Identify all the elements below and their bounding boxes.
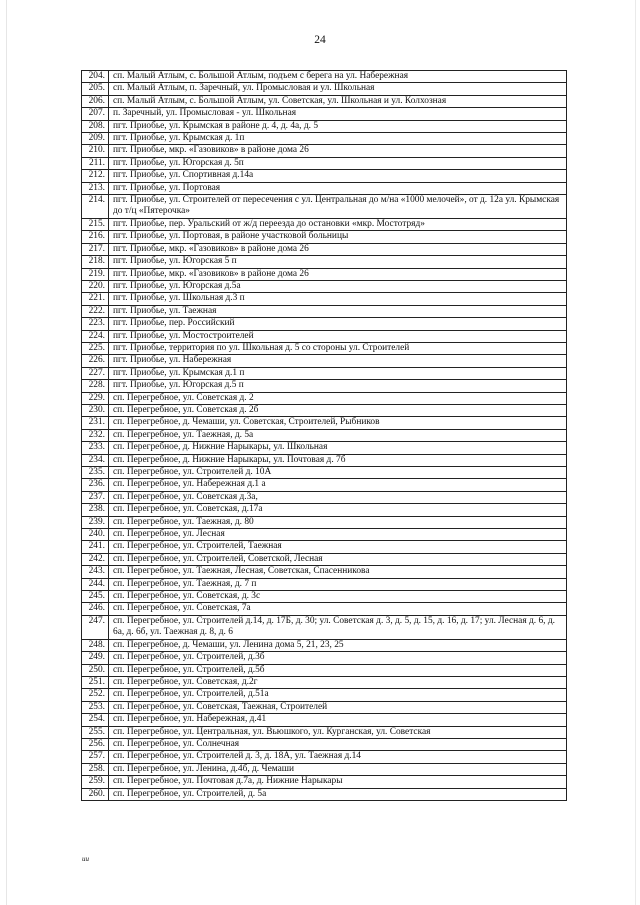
row-number: 253. xyxy=(82,701,109,713)
row-number: 233. xyxy=(82,442,109,454)
row-number: 239. xyxy=(82,516,109,528)
table-row xyxy=(82,293,567,305)
table-row xyxy=(82,652,567,664)
row-number: 210. xyxy=(82,145,109,157)
row-number: 206. xyxy=(82,95,109,107)
table-row xyxy=(82,195,567,219)
row-number: 232. xyxy=(82,429,109,441)
row-number: 221. xyxy=(82,293,109,305)
row-number: 211. xyxy=(82,157,109,169)
table-row xyxy=(82,479,567,491)
table-row xyxy=(82,689,567,701)
table-row xyxy=(82,256,567,268)
table-row xyxy=(82,280,567,292)
table-row xyxy=(82,491,567,503)
row-number: 229. xyxy=(82,392,109,404)
row-address: сп. Перегребное, ул. Советская, д. 3с xyxy=(109,591,567,603)
table-row xyxy=(82,182,567,194)
table-row xyxy=(82,578,567,590)
row-number: 208. xyxy=(82,120,109,132)
row-address: сп. Перегребное, ул. Набережная д.1 а xyxy=(109,479,567,491)
table-row xyxy=(82,318,567,330)
row-number: 220. xyxy=(82,280,109,292)
row-address: пгт. Приобье, ул. Портовая, в районе участковой больницы xyxy=(109,231,567,243)
row-address: пгт. Приобье, ул. Крымская в районе д. 4, д. 4а, д. 5 xyxy=(109,120,567,132)
row-address: сп. Перегребное, д. Нижние Нарыкары, ул. Почтовая д. 7б xyxy=(109,454,567,466)
row-number: 249. xyxy=(82,652,109,664)
row-address: пгт. Приобье, ул. Югорская д.5а xyxy=(109,280,567,292)
row-number: 215. xyxy=(82,218,109,230)
row-address: пгт. Приобье, пер. Уральский от ж/д переезда до остановки «мкр. Мостотряд» xyxy=(109,218,567,230)
row-number: 226. xyxy=(82,355,109,367)
row-number: 240. xyxy=(82,529,109,541)
row-number: 259. xyxy=(82,776,109,788)
row-number: 252. xyxy=(82,689,109,701)
row-address: сп. Малый Атлым, с. Большой Атлым, подъем с берега на ул. Набережная xyxy=(109,71,567,83)
row-address: сп. Перегребное, ул. Строителей, д.51а xyxy=(109,689,567,701)
table-row xyxy=(82,120,567,132)
row-address: сп. Перегребное, ул. Таежная, Лесная, Советская, Спасенникова xyxy=(109,566,567,578)
table-row xyxy=(82,218,567,230)
table-row xyxy=(82,763,567,775)
row-number: 217. xyxy=(82,243,109,255)
row-number: 219. xyxy=(82,268,109,280)
table-row xyxy=(82,108,567,120)
row-number: 214. xyxy=(82,195,109,219)
row-address: сп. Перегребное, ул. Таежная, д. 80 xyxy=(109,516,567,528)
row-address: сп. Перегребное, ул. Советская д.3а, xyxy=(109,491,567,503)
row-number: 248. xyxy=(82,639,109,651)
row-number: 224. xyxy=(82,330,109,342)
table-row xyxy=(82,342,567,354)
table-row xyxy=(82,553,567,565)
table-row xyxy=(82,714,567,726)
row-address: сп. Перегребное, ул. Центральная, ул. Вьюшкого, ул. Курганская, ул. Советская xyxy=(109,726,567,738)
row-address: сп. Перегребное, ул. Таежная, д. 7 п xyxy=(109,578,567,590)
row-number: 251. xyxy=(82,676,109,688)
row-address: сп. Перегребное, ул. Лесная xyxy=(109,529,567,541)
table-row xyxy=(82,639,567,651)
row-number: 255. xyxy=(82,726,109,738)
row-address: пгт. Приобье, ул. Мостостроителей xyxy=(109,330,567,342)
table-row xyxy=(82,664,567,676)
table-row xyxy=(82,157,567,169)
table-row xyxy=(82,529,567,541)
row-number: 236. xyxy=(82,479,109,491)
row-number: 244. xyxy=(82,578,109,590)
row-address: пгт. Приобье, ул. Югорская 5 п xyxy=(109,256,567,268)
row-number: 212. xyxy=(82,170,109,182)
row-address: сп. Перегребное, ул. Советская, 7а xyxy=(109,603,567,615)
row-address: сп. Перегребное, ул. Почтовая д.7а, д. Нижние Нарыкары xyxy=(109,776,567,788)
table-row xyxy=(82,676,567,688)
row-number: 257. xyxy=(82,751,109,763)
row-address: пгт. Приобье, мкр. «Газовиков» в районе дома 26 xyxy=(109,243,567,255)
row-number: 231. xyxy=(82,417,109,429)
row-address: пгт. Приобье, ул. Строителей от пересечения с ул. Центральная до м/на «1000 мелочей», от д. 12а ул. Крымская до т/ц «Пятерочка» xyxy=(109,195,567,219)
row-address: сп. Перегребное, ул. Строителей д. 3, д. 18А, ул. Таежная д.14 xyxy=(109,751,567,763)
row-address: сп. Перегребное, д. Чемаши, ул. Советская, Строителей, Рыбников xyxy=(109,417,567,429)
scan-edge-right xyxy=(635,0,636,905)
table-row xyxy=(82,776,567,788)
table-row xyxy=(82,442,567,454)
row-address: сп. Малый Атлым, с. Большой Атлым, ул. Советская, ул. Школьная и ул. Колхозная xyxy=(109,95,567,107)
row-number: 207. xyxy=(82,108,109,120)
row-address: пгт. Приобье, ул. Набережная xyxy=(109,355,567,367)
row-address: пгт. Приобье, ул. Крымская д. 1п xyxy=(109,133,567,145)
row-number: 250. xyxy=(82,664,109,676)
row-address: сп. Перегребное, ул. Советская, д.17а xyxy=(109,504,567,516)
row-number: 246. xyxy=(82,603,109,615)
row-address: сп. Перегребное, ул. Строителей, д. 5а xyxy=(109,788,567,800)
table-row xyxy=(82,615,567,639)
table-row xyxy=(82,243,567,255)
table-row xyxy=(82,95,567,107)
row-address: сп. Перегребное, ул. Советская д. 2б xyxy=(109,404,567,416)
row-number: 254. xyxy=(82,714,109,726)
row-number: 218. xyxy=(82,256,109,268)
row-number: 247. xyxy=(82,615,109,639)
row-number: 230. xyxy=(82,404,109,416)
row-address: сп. Перегребное, ул. Строителей, д.5б xyxy=(109,664,567,676)
table-row xyxy=(82,467,567,479)
row-address: пгт. Приобье, ул. Портовая xyxy=(109,182,567,194)
table-row xyxy=(82,170,567,182)
row-number: 216. xyxy=(82,231,109,243)
row-address: сп. Перегребное, ул. Строителей, Таежная xyxy=(109,541,567,553)
row-address: сп. Перегребное, ул. Строителей, д.3б xyxy=(109,652,567,664)
table-row xyxy=(82,231,567,243)
row-number: 225. xyxy=(82,342,109,354)
table-row xyxy=(82,145,567,157)
table-row xyxy=(82,83,567,95)
row-address: пгт. Приобье, ул. Таежная xyxy=(109,305,567,317)
table-row xyxy=(82,566,567,578)
table-row xyxy=(82,726,567,738)
row-address: пгт. Приобье, пер. Российский xyxy=(109,318,567,330)
row-address: пгт. Приобье, ул. Школьная д.3 п xyxy=(109,293,567,305)
row-address: пгт. Приобье, ул. Югорская д.5 п xyxy=(109,380,567,392)
footer-mark: ии xyxy=(82,855,89,863)
table-row xyxy=(82,603,567,615)
row-number: 228. xyxy=(82,380,109,392)
row-address: пгт. Приобье, территория по ул. Школьная д. 5 со стороны ул. Строителей xyxy=(109,342,567,354)
table-row xyxy=(82,591,567,603)
table-row xyxy=(82,330,567,342)
row-number: 209. xyxy=(82,133,109,145)
row-address: сп. Перегребное, ул. Советская, д.2г xyxy=(109,676,567,688)
address-table xyxy=(81,70,567,801)
row-number: 222. xyxy=(82,305,109,317)
row-number: 205. xyxy=(82,83,109,95)
row-address: сп. Перегребное, ул. Солнечная xyxy=(109,738,567,750)
table-row xyxy=(82,504,567,516)
table-row xyxy=(82,268,567,280)
row-address: п. Заречный, ул. Промысловая - ул. Школьная xyxy=(109,108,567,120)
row-address: сп. Перегребное, д. Чемаши, ул. Ленина дома 5, 21, 23, 25 xyxy=(109,639,567,651)
address-table-body xyxy=(82,71,567,801)
row-number: 242. xyxy=(82,553,109,565)
table-row xyxy=(82,429,567,441)
row-address: сп. Перегребное, ул. Таежная, д. 5а xyxy=(109,429,567,441)
table-row xyxy=(82,71,567,83)
row-address: сп. Перегребное, ул. Советская д. 2 xyxy=(109,392,567,404)
row-number: 256. xyxy=(82,738,109,750)
row-number: 213. xyxy=(82,182,109,194)
table-row xyxy=(82,417,567,429)
row-address: сп. Перегребное, ул. Набережная, д.41 xyxy=(109,714,567,726)
scan-edge-left xyxy=(6,0,7,905)
table-row xyxy=(82,701,567,713)
table-row xyxy=(82,133,567,145)
table-row xyxy=(82,454,567,466)
table-row xyxy=(82,738,567,750)
row-address: пгт. Приобье, ул. Крымская д.1 п xyxy=(109,367,567,379)
row-address: сп. Перегребное, ул. Строителей, Советской, Лесная xyxy=(109,553,567,565)
table-row xyxy=(82,392,567,404)
row-address: пгт. Приобье, мкр. «Газовиков» в районе дома 26 xyxy=(109,268,567,280)
row-address: пгт. Приобье, ул. Спортивная д.14а xyxy=(109,170,567,182)
row-address: пгт. Приобье, мкр. «Газовиков» в районе дома 26 xyxy=(109,145,567,157)
table-row xyxy=(82,404,567,416)
row-address: сп. Перегребное, ул. Строителей д. 10А xyxy=(109,467,567,479)
row-number: 258. xyxy=(82,763,109,775)
row-address: сп. Перегребное, д. Нижние Нарыкары, ул. Школьная xyxy=(109,442,567,454)
row-number: 243. xyxy=(82,566,109,578)
table-row xyxy=(82,541,567,553)
row-address: пгт. Приобье, ул. Югорская д. 5п xyxy=(109,157,567,169)
row-number: 238. xyxy=(82,504,109,516)
row-number: 235. xyxy=(82,467,109,479)
row-address: сп. Перегребное, ул. Строителей д.14, д. 17Б, д. 30; ул. Советская д. 3, д. 5, д. 15, д. 16, д. 17; ул. Лесная д. 6, д. 6а, д. 6б, ул. Таежная д. 8, д. 6 xyxy=(109,615,567,639)
table-row xyxy=(82,788,567,800)
row-number: 204. xyxy=(82,71,109,83)
row-address: сп. Малый Атлым, п. Заречный, ул. Промысловая и ул. Школьная xyxy=(109,83,567,95)
row-number: 234. xyxy=(82,454,109,466)
row-number: 237. xyxy=(82,491,109,503)
table-row xyxy=(82,751,567,763)
table-row xyxy=(82,305,567,317)
row-address: сп. Перегребное, ул. Ленина, д.4б, д. Чемаши xyxy=(109,763,567,775)
row-number: 241. xyxy=(82,541,109,553)
table-row xyxy=(82,516,567,528)
row-address: сп. Перегребное, ул. Советская, Таежная, Строителей xyxy=(109,701,567,713)
page-number: 24 xyxy=(314,34,326,46)
table-row xyxy=(82,355,567,367)
row-number: 245. xyxy=(82,591,109,603)
table-row xyxy=(82,367,567,379)
table-row xyxy=(82,380,567,392)
row-number: 223. xyxy=(82,318,109,330)
row-number: 260. xyxy=(82,788,109,800)
row-number: 227. xyxy=(82,367,109,379)
